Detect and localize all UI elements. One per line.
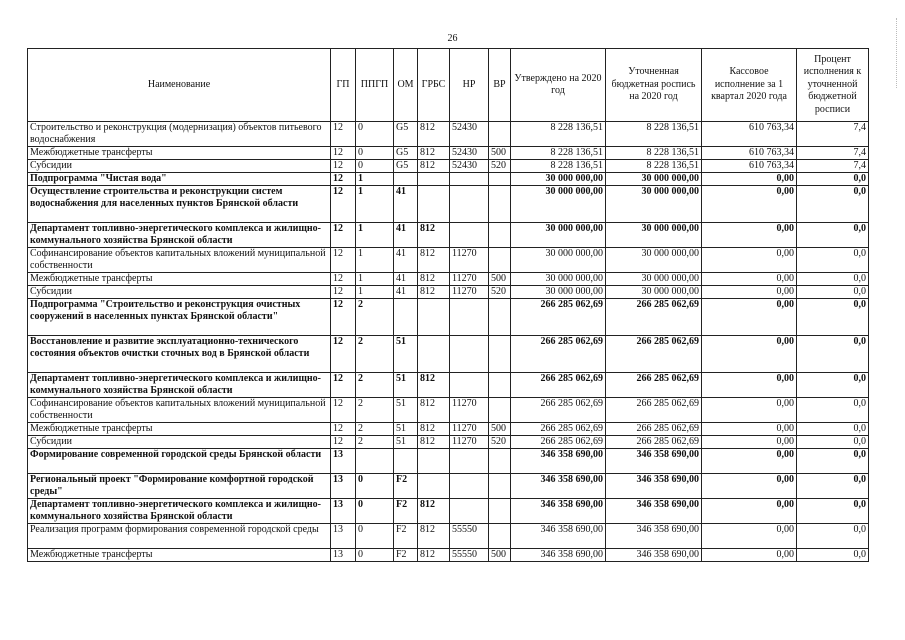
cell-refined: 346 358 690,00 [606,449,702,474]
cell-ppgp: 0 [356,499,394,524]
cell-name: Межбюджетные трансферты [28,273,331,286]
cell-om [394,299,418,336]
cell-om: F2 [394,474,418,499]
cell-approved: 266 285 062,69 [511,373,606,398]
cell-percent: 0,0 [797,173,869,186]
table-row [28,122,869,147]
cell-name: Софинансирование объектов капитальных вложений муниципальной собственности [28,248,331,273]
cell-np [450,499,489,524]
cell-cash: 0,00 [702,524,797,549]
cell-vr [489,248,511,273]
cell-om: 51 [394,423,418,436]
cell-gp: 12 [331,160,356,173]
cell-om: 51 [394,373,418,398]
cell-approved: 266 285 062,69 [511,423,606,436]
header-cash: Кассовое исполнение за 1 квартал 2020 года [702,49,797,122]
cell-name: Департамент топливно-энергетического комплекса и жилищно-коммунального хозяйства Брянской области [28,499,331,524]
cell-ppgp: 2 [356,423,394,436]
cell-percent: 0,0 [797,474,869,499]
cell-refined: 30 000 000,00 [606,248,702,273]
table-row [28,160,869,173]
cell-om: 51 [394,336,418,373]
cell-ppgp: 2 [356,436,394,449]
cell-percent: 0,0 [797,398,869,423]
cell-name: Субсидии [28,286,331,299]
cell-ppgp: 1 [356,173,394,186]
cell-approved: 346 358 690,00 [511,549,606,562]
cell-cash: 0,00 [702,373,797,398]
cell-gp: 13 [331,449,356,474]
cell-np: 11270 [450,286,489,299]
cell-name: Восстановление и развитие эксплуатационно-технического состояния объектов очистки сточных вод в Брянской области [28,336,331,373]
cell-gp: 12 [331,286,356,299]
cell-vr: 500 [489,273,511,286]
cell-gp: 12 [331,336,356,373]
cell-approved: 30 000 000,00 [511,286,606,299]
cell-np: 11270 [450,423,489,436]
cell-cash: 610 763,34 [702,147,797,160]
table-row [28,436,869,449]
page-number: 26 [447,33,458,44]
cell-om: G5 [394,122,418,147]
cell-approved: 30 000 000,00 [511,273,606,286]
cell-vr [489,499,511,524]
cell-gp: 13 [331,474,356,499]
cell-vr [489,398,511,423]
cell-refined: 30 000 000,00 [606,223,702,248]
cell-gp: 12 [331,423,356,436]
cell-refined: 8 228 136,51 [606,147,702,160]
cell-refined: 266 285 062,69 [606,423,702,436]
cell-percent: 0,0 [797,423,869,436]
cell-vr [489,122,511,147]
cell-ppgp [356,449,394,474]
cell-np [450,449,489,474]
table-row [28,474,869,499]
cell-grbs: 812 [418,147,450,160]
cell-name: Межбюджетные трансферты [28,147,331,160]
table-row [28,549,869,562]
cell-gp: 12 [331,436,356,449]
cell-percent: 0,0 [797,223,869,248]
cell-grbs [418,186,450,223]
cell-vr: 520 [489,286,511,299]
cell-np [450,186,489,223]
cell-ppgp: 2 [356,373,394,398]
cell-name: Подпрограмма "Строительство и реконструкция очистных сооружений в населенных пунктах Брянской области" [28,299,331,336]
cell-om [394,173,418,186]
cell-ppgp: 2 [356,299,394,336]
table-row [28,286,869,299]
cell-grbs [418,449,450,474]
cell-gp: 12 [331,173,356,186]
cell-grbs: 812 [418,273,450,286]
cell-vr [489,299,511,336]
cell-percent: 0,0 [797,449,869,474]
cell-percent: 0,0 [797,186,869,223]
cell-refined: 266 285 062,69 [606,336,702,373]
cell-percent: 0,0 [797,299,869,336]
cell-refined: 346 358 690,00 [606,524,702,549]
cell-refined: 30 000 000,00 [606,186,702,223]
cell-gp: 12 [331,273,356,286]
cell-grbs [418,336,450,373]
cell-cash: 0,00 [702,449,797,474]
cell-approved: 266 285 062,69 [511,299,606,336]
cell-percent: 7,4 [797,122,869,147]
cell-grbs: 812 [418,286,450,299]
cell-om: G5 [394,160,418,173]
cell-grbs: 812 [418,524,450,549]
cell-approved: 346 358 690,00 [511,499,606,524]
table-row [28,499,869,524]
cell-cash: 0,00 [702,186,797,223]
cell-ppgp: 1 [356,286,394,299]
cell-np: 52430 [450,147,489,160]
header-ppgp: ППГП [356,49,394,122]
cell-grbs: 812 [418,248,450,273]
cell-vr: 500 [489,549,511,562]
cell-approved: 30 000 000,00 [511,173,606,186]
cell-vr [489,173,511,186]
cell-percent: 0,0 [797,549,869,562]
cell-name: Департамент топливно-энергетического комплекса и жилищно-коммунального хозяйства Брянской области [28,223,331,248]
header-np: НР [450,49,489,122]
cell-np [450,173,489,186]
table-row [28,423,869,436]
cell-percent: 0,0 [797,373,869,398]
cell-cash: 0,00 [702,248,797,273]
cell-np: 52430 [450,122,489,147]
cell-grbs: 812 [418,499,450,524]
header-gp: ГП [331,49,356,122]
cell-om: 41 [394,286,418,299]
cell-vr [489,186,511,223]
cell-cash: 610 763,34 [702,122,797,147]
cell-om: 41 [394,273,418,286]
cell-gp: 13 [331,499,356,524]
cell-np: 55550 [450,549,489,562]
cell-approved: 8 228 136,51 [511,160,606,173]
cell-refined: 30 000 000,00 [606,273,702,286]
table-row [28,186,869,223]
header-grbs: ГРБС [418,49,450,122]
cell-ppgp: 2 [356,398,394,423]
cell-grbs: 812 [418,122,450,147]
cell-vr: 500 [489,423,511,436]
header-name: Наименование [28,49,331,122]
cell-refined: 8 228 136,51 [606,160,702,173]
table-row [28,373,869,398]
header-om: ОМ [394,49,418,122]
scan-edge-mark [896,18,899,88]
cell-name: Реализация программ формирования современной городской среды [28,524,331,549]
cell-np: 11270 [450,436,489,449]
cell-approved: 346 358 690,00 [511,474,606,499]
cell-ppgp: 0 [356,147,394,160]
cell-refined: 266 285 062,69 [606,398,702,423]
cell-ppgp: 0 [356,160,394,173]
cell-cash: 0,00 [702,499,797,524]
table-header [28,49,869,122]
cell-om: F2 [394,524,418,549]
cell-np: 11270 [450,398,489,423]
cell-cash: 0,00 [702,474,797,499]
cell-approved: 8 228 136,51 [511,147,606,160]
cell-name: Департамент топливно-энергетического комплекса и жилищно-коммунального хозяйства Брянской области [28,373,331,398]
cell-vr: 520 [489,160,511,173]
cell-percent: 0,0 [797,499,869,524]
cell-om: F2 [394,549,418,562]
cell-cash: 0,00 [702,173,797,186]
cell-gp: 12 [331,186,356,223]
cell-approved: 8 228 136,51 [511,122,606,147]
cell-grbs [418,474,450,499]
cell-percent: 0,0 [797,436,869,449]
cell-cash: 0,00 [702,286,797,299]
cell-refined: 266 285 062,69 [606,299,702,336]
cell-name: Формирование современной городской среды Брянской области [28,449,331,474]
header-percent: Процент исполнения к уточненной бюджетной росписи [797,49,869,122]
cell-grbs: 812 [418,223,450,248]
cell-vr [489,449,511,474]
cell-cash: 0,00 [702,549,797,562]
cell-cash: 0,00 [702,336,797,373]
cell-percent: 0,0 [797,524,869,549]
cell-approved: 30 000 000,00 [511,186,606,223]
cell-approved: 266 285 062,69 [511,398,606,423]
cell-np [450,336,489,373]
cell-om: 41 [394,186,418,223]
cell-ppgp: 1 [356,223,394,248]
cell-name: Субсидии [28,436,331,449]
cell-np: 11270 [450,248,489,273]
cell-om: 41 [394,248,418,273]
cell-cash: 0,00 [702,299,797,336]
cell-om: 51 [394,398,418,423]
cell-ppgp: 1 [356,273,394,286]
cell-approved: 30 000 000,00 [511,223,606,248]
cell-ppgp: 2 [356,336,394,373]
cell-cash: 610 763,34 [702,160,797,173]
cell-percent: 0,0 [797,248,869,273]
cell-ppgp: 1 [356,186,394,223]
header-refined: Уточненная бюджетная роспись на 2020 год [606,49,702,122]
cell-gp: 12 [331,147,356,160]
cell-cash: 0,00 [702,273,797,286]
table-row [28,147,869,160]
cell-grbs: 812 [418,436,450,449]
cell-grbs: 812 [418,160,450,173]
table-row [28,449,869,474]
cell-np: 55550 [450,524,489,549]
cell-name: Региональный проект "Формирование комфортной городской среды" [28,474,331,499]
cell-refined: 30 000 000,00 [606,286,702,299]
table-row [28,273,869,286]
cell-ppgp: 0 [356,474,394,499]
cell-np: 11270 [450,273,489,286]
cell-np [450,299,489,336]
cell-vr [489,373,511,398]
cell-cash: 0,00 [702,423,797,436]
cell-percent: 7,4 [797,147,869,160]
cell-ppgp: 0 [356,549,394,562]
cell-vr [489,524,511,549]
cell-np [450,223,489,248]
cell-gp: 13 [331,549,356,562]
cell-name: Межбюджетные трансферты [28,423,331,436]
cell-percent: 0,0 [797,273,869,286]
cell-np: 52430 [450,160,489,173]
cell-om: 41 [394,223,418,248]
cell-vr [489,474,511,499]
table-row [28,173,869,186]
table-row [28,248,869,273]
cell-refined: 30 000 000,00 [606,173,702,186]
cell-refined: 346 358 690,00 [606,499,702,524]
cell-name: Межбюджетные трансферты [28,549,331,562]
cell-refined: 8 228 136,51 [606,122,702,147]
cell-refined: 346 358 690,00 [606,549,702,562]
cell-approved: 266 285 062,69 [511,336,606,373]
cell-cash: 0,00 [702,436,797,449]
cell-cash: 0,00 [702,223,797,248]
cell-grbs: 812 [418,398,450,423]
cell-approved: 346 358 690,00 [511,449,606,474]
cell-grbs [418,173,450,186]
cell-vr: 520 [489,436,511,449]
cell-refined: 266 285 062,69 [606,436,702,449]
cell-ppgp: 0 [356,524,394,549]
cell-gp: 12 [331,223,356,248]
cell-vr: 500 [489,147,511,160]
cell-name: Строительство и реконструкция (модернизация) объектов питьевого водоснабжения [28,122,331,147]
cell-om: G5 [394,147,418,160]
cell-om [394,449,418,474]
cell-np [450,474,489,499]
header-approved: Утверждено на 2020 год [511,49,606,122]
cell-gp: 12 [331,248,356,273]
table-row [28,299,869,336]
cell-percent: 0,0 [797,286,869,299]
cell-grbs [418,299,450,336]
cell-grbs: 812 [418,549,450,562]
cell-gp: 12 [331,373,356,398]
cell-np [450,373,489,398]
table-row [28,223,869,248]
cell-om: 51 [394,436,418,449]
cell-percent: 0,0 [797,336,869,373]
cell-refined: 346 358 690,00 [606,474,702,499]
cell-gp: 12 [331,398,356,423]
cell-approved: 266 285 062,69 [511,436,606,449]
header-vr: ВР [489,49,511,122]
cell-name: Осуществление строительства и реконструкции систем водоснабжения для населенных пунктов Брянской области [28,186,331,223]
cell-approved: 346 358 690,00 [511,524,606,549]
table-row [28,336,869,373]
table-body [28,122,869,562]
cell-refined: 266 285 062,69 [606,373,702,398]
table-row [28,524,869,549]
cell-cash: 0,00 [702,398,797,423]
cell-ppgp: 0 [356,122,394,147]
table-row [28,398,869,423]
cell-percent: 7,4 [797,160,869,173]
cell-ppgp: 1 [356,248,394,273]
cell-grbs: 812 [418,423,450,436]
cell-name: Подпрограмма "Чистая вода" [28,173,331,186]
cell-name: Субсидии [28,160,331,173]
budget-table [27,48,869,562]
cell-name: Софинансирование объектов капитальных вложений муниципальной собственности [28,398,331,423]
cell-gp: 12 [331,122,356,147]
cell-gp: 12 [331,299,356,336]
cell-om: F2 [394,499,418,524]
cell-grbs: 812 [418,373,450,398]
cell-approved: 30 000 000,00 [511,248,606,273]
cell-gp: 13 [331,524,356,549]
cell-vr [489,336,511,373]
cell-vr [489,223,511,248]
